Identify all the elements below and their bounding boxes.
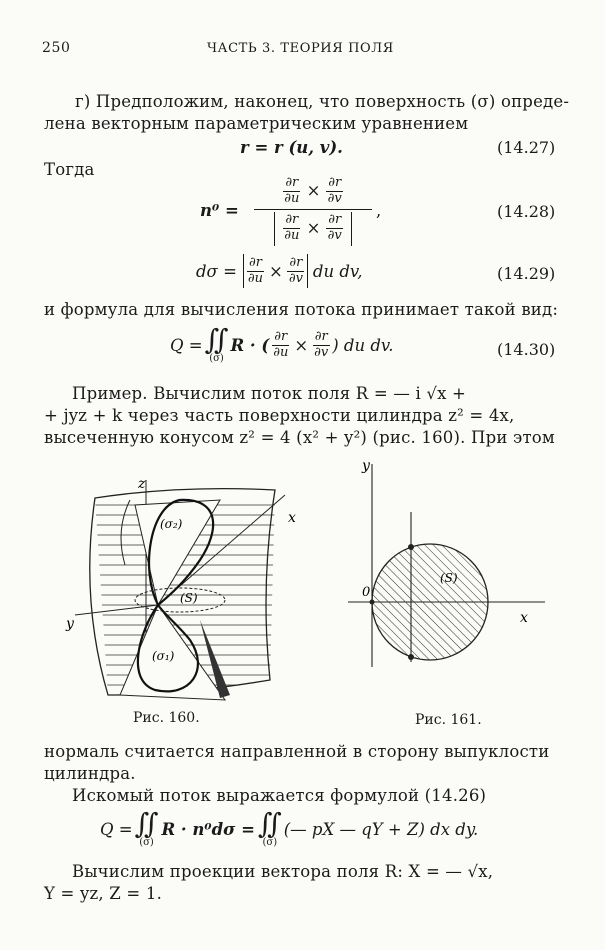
para1-line1: г) Предположим, наконец, что поверхность (σ) опреде- <box>75 92 570 111</box>
fig161-caption: Рис. 161. <box>415 712 482 728</box>
figure-161 <box>340 452 550 672</box>
para4-line2: Y = yz, Z = 1. <box>44 884 163 903</box>
eq28-num-dr2: ∂r <box>328 175 342 190</box>
fig160-label-s2: (σ₂) <box>160 517 183 531</box>
eq29-du: ∂u <box>247 270 264 286</box>
example-line3: высеченную конусом z² = 4 (x² + y²) (рис. 160). При этом <box>44 428 555 447</box>
eq30-lhs: Q = <box>170 335 203 355</box>
para3-line3: Искомый поток выражается формулой (14.26) <box>72 786 487 805</box>
eqflux-sub1: (σ) <box>139 837 154 848</box>
eq29-times: × <box>269 261 283 281</box>
eq30-dv: ∂v <box>314 344 329 360</box>
para3-line1: нормаль считается направленной в сторону выпуклости <box>44 742 550 761</box>
fig161-label-x: x <box>520 610 528 626</box>
fig160-caption: Рис. 160. <box>133 710 200 726</box>
eq29-rhs: du dv, <box>312 261 363 281</box>
eq30-sub: (σ) <box>209 353 224 364</box>
eq28-num-dv: ∂v <box>327 190 342 206</box>
eq28-lhs: n⁰ = <box>200 201 239 220</box>
eq28-den-dr2: ∂r <box>328 212 342 228</box>
eq29-dv: ∂v <box>288 270 303 286</box>
eq29-dr1: ∂r <box>248 254 262 270</box>
eqflux-mid: R · n⁰dσ = <box>161 819 255 839</box>
eq30-du: ∂u <box>273 344 289 360</box>
para1-line2: лена векторным параметрическим уравнением <box>44 114 469 133</box>
para4-line1: Вычислим проекции вектора поля R: X = — √x, <box>72 862 494 881</box>
eqflux-integral1: ∬ <box>134 807 159 840</box>
example-line1: Пример. Вычислим поток поля R = — i √x + <box>72 384 467 403</box>
eq30-mid: R · ( <box>230 335 270 355</box>
equation-flux <box>100 807 479 848</box>
eq28-num-du: ∂u <box>284 190 300 206</box>
equation-number-14-27: (14.27) <box>497 138 556 157</box>
fig160-label-y: y <box>66 616 74 632</box>
eq28-den-du: ∂u <box>284 228 300 244</box>
equation-number-14-30: (14.30) <box>497 340 556 359</box>
equation-number-14-29: (14.29) <box>497 264 556 283</box>
eq30-times: × <box>294 335 309 355</box>
eq29-lhs: dσ = <box>196 261 237 281</box>
fig160-label-s: (S) <box>180 591 198 605</box>
eqflux-integral2: ∬ <box>257 807 282 840</box>
fig161-label-o: 0 <box>362 585 371 600</box>
equation-14-29 <box>196 254 363 288</box>
eq28-den-dv: ∂v <box>327 228 342 244</box>
example-line2: + jyz + k через часть поверхности цилиндра z² = 4x, <box>44 406 515 425</box>
eq30-dr2: ∂r <box>314 328 328 344</box>
eq28-comma: , <box>376 201 382 220</box>
eq28-times1: × <box>306 180 321 200</box>
fig161-label-s: (S) <box>440 571 458 585</box>
equation-number-14-28: (14.28) <box>497 202 556 221</box>
para2: и формула для вычисления потока принимает такой вид: <box>44 300 559 319</box>
fig160-label-s1: (σ₁) <box>152 649 175 663</box>
fig161-label-y: y <box>362 458 370 474</box>
eqflux-rhs: (— pX — qY + Z) dx dy. <box>283 819 479 839</box>
eq28-times2: × <box>306 218 321 238</box>
fig160-label-x: x <box>288 510 296 526</box>
equation-14-30 <box>170 323 394 364</box>
togda-word: Тогда <box>44 160 95 179</box>
para3-line2: цилиндра. <box>44 764 136 783</box>
figure-160 <box>60 470 310 710</box>
running-title: ЧАСТЬ 3. ТЕОРИЯ ПОЛЯ <box>207 41 394 56</box>
page-number: 250 <box>42 40 71 56</box>
fig160-label-z: z <box>138 476 146 492</box>
eq30-close: ) du dv. <box>332 335 394 355</box>
eq29-dr2: ∂r <box>289 254 303 270</box>
eq28-fraction <box>254 176 372 246</box>
eq30-integral: ∬ <box>204 323 229 356</box>
eq28-den-dr1: ∂r <box>285 212 299 228</box>
eq28-num-dr1: ∂r <box>285 175 299 190</box>
eqflux-sub2: (σ) <box>262 837 278 848</box>
eq30-dr1: ∂r <box>274 328 288 344</box>
equation-14-27: r = r (u, v). <box>240 138 343 157</box>
eqflux-lhs: Q = <box>100 819 133 839</box>
